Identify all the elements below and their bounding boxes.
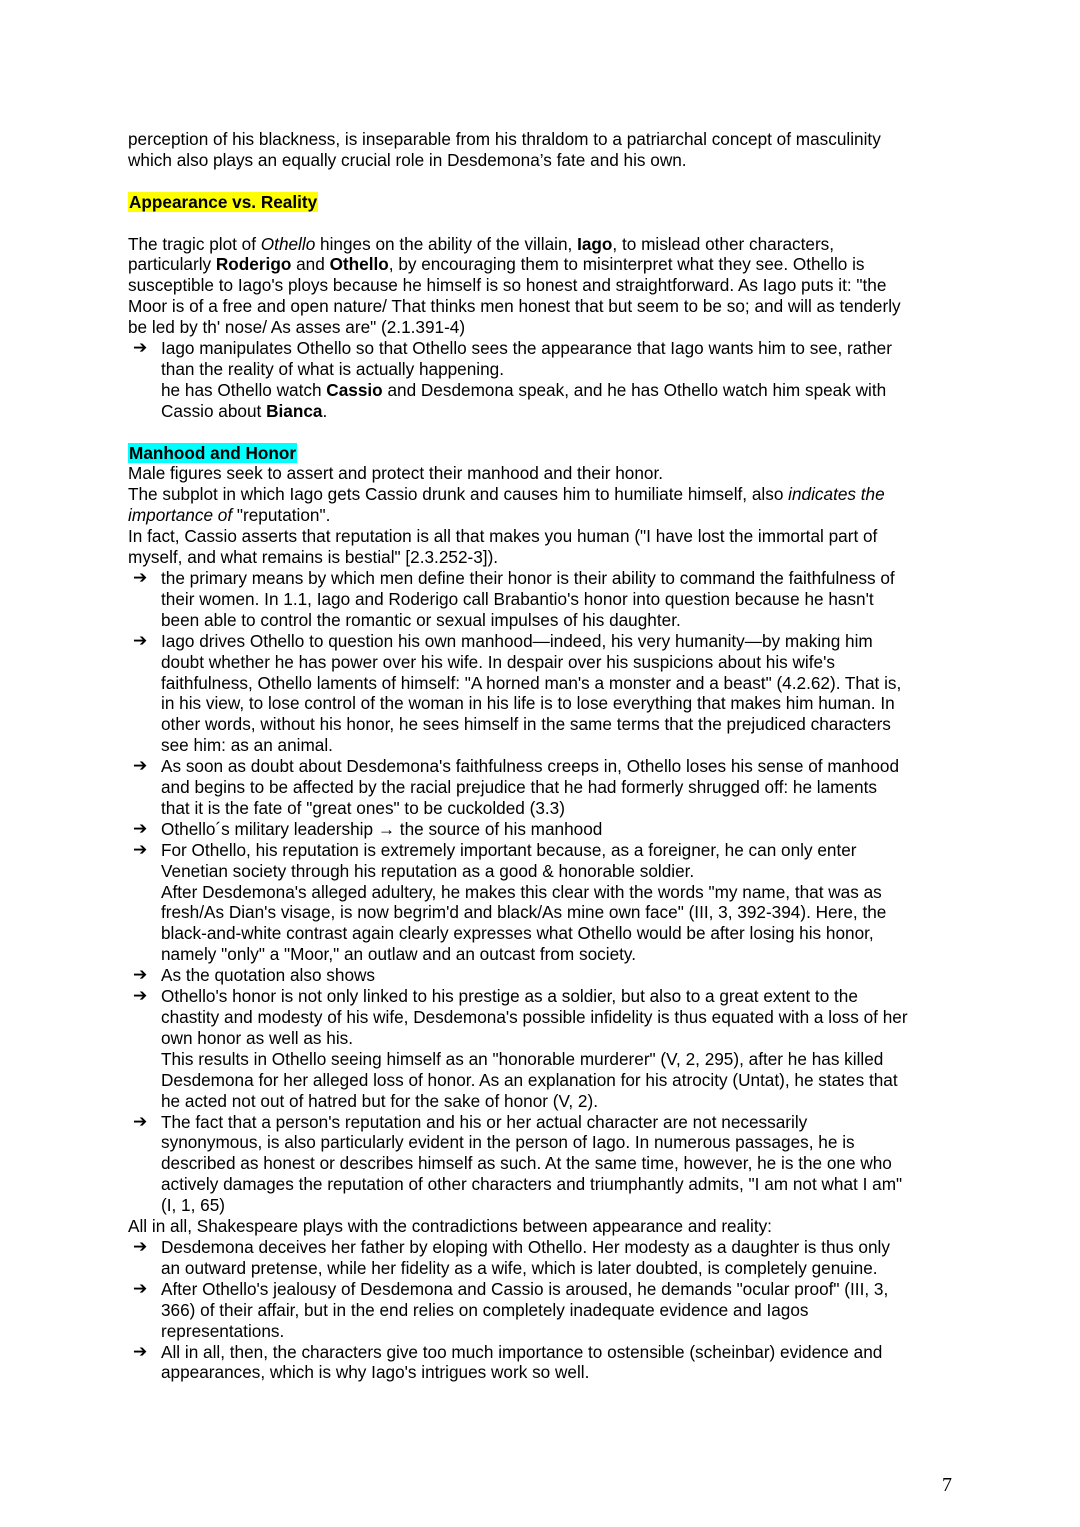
arrow-right-icon: ➔	[133, 839, 148, 859]
bullet-line: described as honest or describes himself as such. At the same time, however, he is the one who	[161, 1153, 892, 1174]
bullet-line: As the quotation also shows	[161, 965, 376, 986]
bullet-line: For Othello, his reputation is extremely important because, as a foreigner, he can only enter	[161, 839, 857, 860]
bullet-item	[128, 965, 958, 986]
section2-line: myself, and what remains is bestial" [2.3.252-3]).	[128, 547, 499, 568]
bullet-item	[128, 986, 958, 1111]
arrow-right-icon: ➔	[133, 630, 148, 650]
bullet-item	[128, 1342, 958, 1384]
bullet-line: black-and-white contrast again clearly expresses what Othello would be after losing his honor,	[161, 923, 874, 944]
section-heading-manhood: Manhood and Honor	[129, 442, 297, 463]
bullet-line: in his view, to lose control of the woman in his life is to lose everything that makes him human. In	[161, 693, 895, 714]
bullet-line: The fact that a person's reputation and his or her actual character are not necessarily	[161, 1111, 808, 1132]
bullet-line: actively damages the reputation of other characters and triumphantly admits, "I am not what I am"	[161, 1174, 903, 1195]
bullet-line: synonymous, is also particularly evident in the person of Iago. In numerous passages, he is	[161, 1132, 855, 1153]
bullet-line: other words, without his honor, he sees himself in the same terms that the prejudiced characters	[161, 714, 891, 735]
bullet-line: As soon as doubt about Desdemona's faithfulness creeps in, Othello loses his sense of manhood	[161, 756, 900, 777]
bullet-line: appearances, which is why Iago's intrigues work so well.	[161, 1362, 590, 1383]
section2-line: The subplot in which Iago gets Cassio drunk and causes him to humiliate himself, also indicates the	[128, 484, 885, 505]
bullet-line: After Desdemona's alleged adultery, he makes this clear with the words "my name, that was as	[161, 881, 882, 902]
arrow-right-icon: ➔	[133, 756, 148, 776]
bullet-item	[128, 1279, 958, 1342]
bullet-line: been able to control the romantic or sexual impulses of his daughter.	[161, 609, 681, 630]
bullet-line: Desdemona deceives her father by eloping with Othello. Her modesty as a daughter is thus only	[161, 1236, 890, 1257]
bullet-item	[128, 1112, 958, 1217]
arrow-right-icon: ➔	[133, 567, 148, 587]
intro-line: which also plays an equally crucial role in Desdemona’s fate and his own.	[128, 149, 687, 170]
bullet-item	[128, 756, 958, 819]
bullet-line: fresh/As Dian's visage, is now begrim'd and black/As mine own face" (III, 3, 392-394). Here, the	[161, 902, 887, 923]
bullet-line: doubt whether he has power over his wife. In despair over his suspicions about his wife's	[161, 651, 835, 672]
section1-paragraph-line: Moor is of a free and open nature/ That thinks men honest that but seem to be so; and will as tenderly	[128, 296, 901, 317]
bullet-line: chastity and modesty of his wife, Desdemona's possible infidelity is thus equated with a loss of her	[161, 1007, 908, 1028]
section1-paragraph-line: be led by th' nose/ As asses are" (2.1.391-4)	[128, 317, 466, 338]
arrow-right-icon: ➔	[133, 1111, 148, 1131]
bullet-line: 366) of their affair, but in the end relies on completely inadequate evidence and Iagos	[161, 1299, 809, 1320]
bullet-item	[128, 568, 958, 631]
bullet-item	[128, 840, 958, 965]
bullet-line: namely "only" a "Moor," an outlaw and an outcast from society.	[161, 944, 637, 965]
arrow-right-icon: ➔	[133, 1278, 148, 1298]
bullet-list	[128, 568, 958, 1216]
bullet-line: their women. In 1.1, Iago and Roderigo call Brabantio's honor into question because he hasn't	[161, 588, 874, 609]
summary-line: All in all, Shakespeare plays with the contradictions between appearance and reality:	[128, 1216, 772, 1237]
bullet-item: ➔ Iago manipulates Othello so that Othello sees the appearance that Iago wants him to see, rather than the reality of what is actually happening. he has Othello watch Cassio and Desdemona speak, and he has Othello watch him speak with Cassio about Bianca.	[133, 338, 892, 421]
bullet-line: he acted not out of hatred but for the sake of honor (V, 2).	[161, 1090, 598, 1111]
intro-line: perception of his blackness, is inseparable from his thraldom to a patriarchal concept of masculinity	[128, 129, 881, 149]
bullet-line: and begins to be affected by the racial prejudice that he had formerly shrugged off: he laments	[161, 777, 877, 798]
bullet-line: see him: as an animal.	[161, 735, 333, 756]
page-content	[128, 129, 958, 1383]
section1-paragraph-line: susceptible to Iago's ploys because he himself is so honest and straightforward. As Iago puts it: "the	[128, 275, 887, 296]
bullet-line: (I, 1, 65)	[161, 1195, 225, 1216]
bullet-line: that it is the fate of "great ones" to be cuckolded (3.3)	[161, 797, 565, 818]
section2-line: In fact, Cassio asserts that reputation is all that makes you human ("I have lost the immortal part of	[128, 526, 878, 547]
arrow-right-icon: ➔	[133, 1236, 148, 1256]
bullet-line: the primary means by which men define their honor is their ability to command the faithfulness of	[161, 567, 895, 588]
bullet-line: This results in Othello seeing himself as an "honorable murderer" (V, 2, 295), after he has killed	[161, 1048, 884, 1069]
bullet-line: Othello´s military leadership → the source of his manhood	[161, 818, 603, 839]
arrow-right-icon: ➔	[133, 1341, 148, 1361]
section2-line: importance of "reputation".	[128, 505, 331, 526]
arrow-right-icon: ➔	[133, 965, 148, 985]
bullet-line: Desdemona for her alleged loss of honor. As an explanation for his atrocity (Untat), he states that	[161, 1069, 898, 1090]
bullet-line: own honor as well as his.	[161, 1027, 354, 1048]
bullet-line: After Othello's jealousy of Desdemona and Cassio is aroused, he demands "ocular proof" (III, 3,	[161, 1278, 889, 1299]
bullet-item	[128, 1237, 958, 1279]
arrow-right-icon: ➔	[133, 818, 148, 838]
bullet-list	[128, 1237, 958, 1383]
bullet-item	[128, 819, 958, 840]
bullet-line: representations.	[161, 1320, 285, 1341]
page-number: 7	[942, 1474, 952, 1496]
section1-paragraph-line: particularly Roderigo and Othello, by encouraging them to misinterpret what they see. Othello is	[128, 254, 865, 275]
arrow-right-icon: ➔	[133, 986, 148, 1006]
bullet-line: Venetian society through his reputation as a good & honorable soldier.	[161, 860, 695, 881]
bullet-line: Iago drives Othello to question his own manhood—indeed, his very humanity—by making him	[161, 630, 873, 651]
bullet-item	[128, 631, 958, 756]
bullet-line: Othello's honor is not only linked to his prestige as a soldier, but also to a great extent to the	[161, 986, 858, 1007]
section-heading-appearance: Appearance vs. Reality	[129, 191, 318, 212]
bullet-line: faithfulness, Othello laments of himself: "A horned man's a monster and a beast" (4.2.62). That is,	[161, 672, 902, 693]
bullet-line: All in all, then, the characters give too much importance to ostensible (scheinbar) evidence and	[161, 1341, 883, 1362]
bullet-line: an outward pretense, while her fidelity as a wife, which is later doubted, is completely genuine.	[161, 1257, 878, 1278]
arrow-right-icon: ➔	[133, 338, 148, 358]
section1-paragraph-line: The tragic plot of Othello hinges on the ability of the villain, Iago, to mislead other characters,	[128, 233, 835, 254]
section2-line: Male figures seek to assert and protect their manhood and their honor.	[128, 463, 664, 484]
